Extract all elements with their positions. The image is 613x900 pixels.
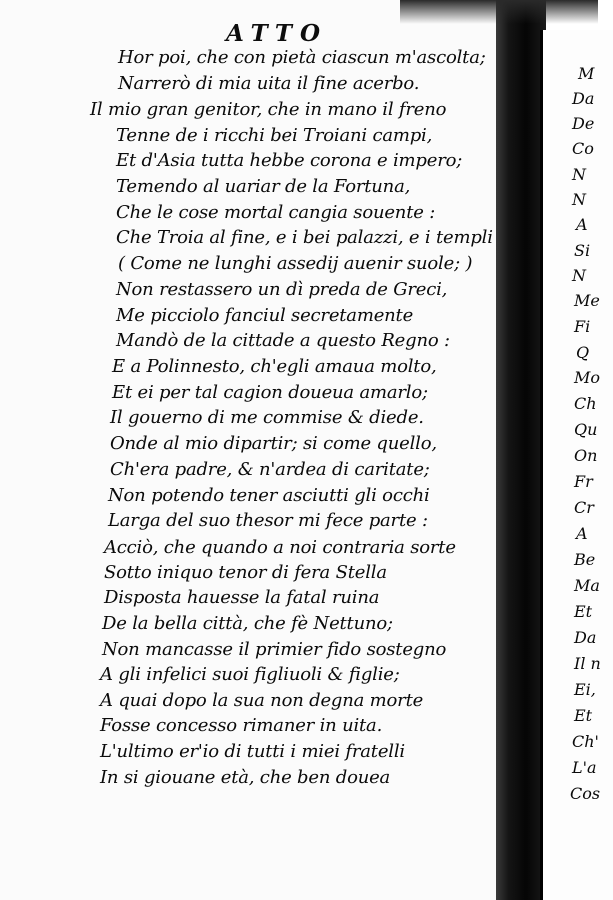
- text-line: A quai dopo la sua non degna morte: [100, 690, 424, 711]
- text-line-fragment: L'a: [572, 758, 597, 777]
- text-line-fragment: Qu: [574, 420, 598, 439]
- text-line: Hor poi, che con pietà ciascun m'ascolta;: [118, 47, 486, 68]
- text-line-fragment: Et: [574, 706, 593, 725]
- text-line-fragment: Si: [574, 241, 591, 260]
- text-line: De la bella città, che fè Nettuno;: [102, 613, 393, 634]
- text-line: A gli infelici suoi figliuoli & figlie;: [100, 664, 400, 685]
- text-line: Non potendo tener asciutti gli occhi: [108, 485, 430, 506]
- book-gutter: [496, 0, 546, 900]
- text-line: Il mio gran genitor, che in mano il freno: [90, 99, 447, 120]
- text-line: Fosse concesso rimaner in uita.: [100, 715, 383, 736]
- text-line: Che le cose mortal cangia souente :: [116, 202, 436, 223]
- running-header: ATTO: [226, 20, 329, 47]
- text-line: Acciò, che quando a noi contraria sorte: [104, 537, 456, 558]
- text-line: Disposta hauesse la fatal ruina: [104, 587, 380, 608]
- text-line-fragment: A: [576, 215, 588, 234]
- text-line-fragment: Q: [576, 343, 590, 362]
- text-line-fragment: Cr: [574, 498, 594, 517]
- text-line-fragment: M: [578, 64, 595, 83]
- text-line-fragment: On: [574, 446, 598, 465]
- text-line-fragment: Et: [574, 602, 593, 621]
- text-line: Non mancasse il primier fido sostegno: [102, 639, 447, 660]
- text-line: Larga del suo thesor mi fece parte :: [108, 510, 428, 531]
- text-line-fragment: N: [572, 266, 586, 285]
- text-line: Il gouerno di me commise & diede.: [110, 407, 424, 428]
- text-line-fragment: Da: [574, 628, 597, 647]
- text-line-fragment: N: [572, 165, 586, 184]
- text-line: Tenne de i ricchi bei Troiani campi,: [116, 125, 433, 146]
- text-line-fragment: Cos: [570, 784, 601, 803]
- text-line-fragment: Ma: [574, 576, 600, 595]
- text-line: Mandò de la cittade a questo Regno :: [116, 330, 450, 351]
- text-line: Me picciolo fanciul secretamente: [116, 305, 414, 326]
- text-line: Et ei per tal cagion doueua amarlo;: [112, 382, 428, 403]
- text-line: In si giouane età, che ben douea: [100, 767, 391, 788]
- text-line-fragment: Co: [572, 139, 594, 158]
- text-line-fragment: Mo: [574, 368, 601, 387]
- text-line-fragment: Ch': [572, 732, 599, 751]
- text-line: L'ultimo er'io di tutti i miei fratelli: [100, 741, 405, 762]
- text-line: Ch'era padre, & n'ardea di caritate;: [110, 459, 430, 480]
- text-line-fragment: Fi: [574, 317, 591, 336]
- text-line-fragment: A: [576, 524, 588, 543]
- text-line-fragment: Me: [574, 291, 600, 310]
- text-line: Non restassero un dì preda de Greci,: [116, 279, 448, 300]
- text-line-fragment: Ei,: [574, 680, 596, 699]
- text-line: Narrerò di mia uita il fine acerbo.: [118, 73, 420, 94]
- text-line-fragment: De: [572, 114, 595, 133]
- text-line-fragment: Il n: [574, 654, 601, 673]
- top-shadow: [400, 0, 598, 24]
- text-line-fragment: Fr: [574, 472, 593, 491]
- text-line: E a Polinnesto, ch'egli amaua molto,: [112, 356, 437, 377]
- text-line: Sotto iniquo tenor di fera Stella: [104, 562, 387, 583]
- text-line: Temendo al uariar de la Fortuna,: [116, 176, 411, 197]
- text-line: ( Come ne lunghi assedij auenir suole; ): [118, 253, 473, 274]
- text-line-fragment: Be: [574, 550, 596, 569]
- text-line: Et d'Asia tutta hebbe corona e impero;: [116, 150, 463, 171]
- text-line-fragment: Ch: [574, 394, 597, 413]
- text-line-fragment: Da: [572, 89, 595, 108]
- text-line: Onde al mio dipartir; si come quello,: [110, 433, 437, 454]
- text-line: Che Troia al fine, e i bei palazzi, e i templi: [116, 227, 493, 248]
- text-line-fragment: N: [572, 190, 586, 209]
